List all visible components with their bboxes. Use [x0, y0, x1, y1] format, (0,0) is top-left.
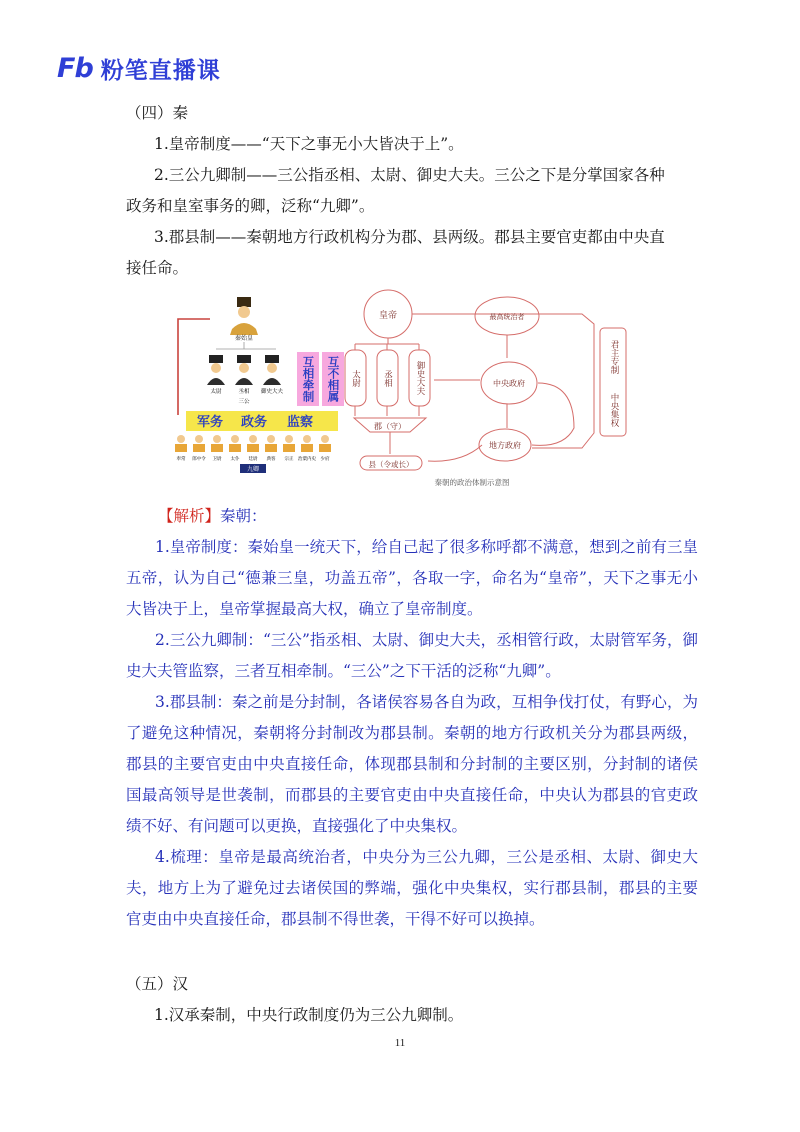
- independent-label: 互不相属: [326, 356, 341, 402]
- brand-name: 粉笔直播课: [100, 58, 221, 84]
- jiuqing-6: 典客: [266, 457, 276, 462]
- official-3-box: [409, 352, 430, 404]
- minister-yushi: [263, 355, 281, 385]
- official-2-box: [377, 352, 398, 404]
- tab-jiancha: 监察: [286, 415, 314, 430]
- qin-item-2: 2.三公九卿制——三公指丞相、太尉、御史大夫。三公之下是分掌国家各种: [154, 166, 665, 184]
- right-xian-label: 县（令或长）: [368, 460, 414, 469]
- side-label-right: 中央集权: [609, 392, 619, 427]
- sangong-label-1: 太尉: [210, 389, 222, 395]
- jiuqing-8: 治粟内史: [298, 457, 316, 462]
- analysis-heading-tail: 秦朝：: [220, 507, 267, 525]
- red-arrow-line: [178, 319, 210, 415]
- official-2: 丞相: [382, 369, 393, 387]
- qin-item-1: 1.皇帝制度——“天下之事无小大皆决于上”。: [154, 135, 464, 153]
- jiuqing-3: 卫尉: [212, 457, 222, 462]
- diagram-caption: 秦朝的政治体制示意图: [434, 478, 510, 487]
- section-title-han: （五）汉: [126, 975, 189, 993]
- jiuqing-1: 奉常: [176, 457, 186, 462]
- side-label-group: [602, 330, 626, 436]
- jiuqing-9: 少府: [320, 457, 330, 462]
- qin-item-2-cont: 政务和皇室事务的卿，泛称“九卿”。: [126, 197, 375, 215]
- qin-item-3-cont: 接任命。: [126, 259, 189, 277]
- jiuqing-2: 郎中令: [192, 457, 206, 462]
- right-central-label: 中央政府: [493, 379, 525, 388]
- minister-taiwei: [207, 355, 225, 385]
- check-label-box: [297, 352, 319, 406]
- analysis-heading-line: [158, 501, 698, 532]
- sangong-label-2: 丞相: [238, 389, 250, 395]
- official-3: 御史大夫: [415, 361, 425, 395]
- right-jun-label: 郡（守）: [374, 422, 406, 431]
- emperor-figure: [230, 297, 258, 335]
- analysis-heading: 【解析】: [158, 507, 221, 525]
- qin-item-3: 3.郡县制——秦朝地方行政机构分为郡、县两级。郡县主要官吏都由中央直: [154, 228, 665, 246]
- check-label: 互相牵制: [301, 356, 316, 402]
- right-local-label: 地方政府: [489, 441, 521, 450]
- sangong-group-label: 三公: [238, 399, 250, 405]
- section-title-qin: （四）秦: [126, 104, 189, 122]
- logo-mark: Fb: [57, 53, 93, 84]
- brand-logo: [57, 52, 221, 85]
- page-number: 11: [394, 1037, 406, 1049]
- jiuqing-4: 太仆: [230, 457, 240, 462]
- analysis-paragraph-1: 1.皇帝制度：秦始皇一统天下，给自己起了很多称呼都不满意，想到之前有三皇五帝，认为自己“德兼三皇，功盖五帝”，各取一字，命名为“皇帝”，天下之事无小大皆决于上，皇帝掌握最高大权，确立了皇帝制度。: [126, 538, 698, 618]
- emperor-label: 秦始皇: [234, 335, 254, 342]
- official-1: 太尉: [350, 369, 361, 387]
- jiuqing-7: 宗正: [284, 457, 294, 462]
- tab-zhengwu: 政务: [240, 415, 268, 430]
- independent-label-box: [322, 352, 344, 406]
- side-label-left: 君主专制: [609, 339, 619, 374]
- analysis-paragraph-4: 4.梳理：皇帝是最高统治者，中央分为三公九卿，三公是丞相、太尉、御史大夫，地方上为了避免过去诸侯国的弊端，强化中央集权，实行郡县制，郡县的主要官吏由中央直接任命，郡县制不得世袭，干得不好可以换掉。: [126, 848, 698, 928]
- official-1-box: [345, 352, 366, 404]
- minister-chengxiang: [235, 355, 253, 385]
- right-emperor-label: 皇帝: [378, 311, 398, 321]
- sangong-label-3: 御史大夫: [260, 389, 284, 395]
- jiuqing-label: 九卿: [246, 466, 260, 473]
- jiuqing-5: 廷尉: [248, 457, 258, 462]
- analysis-paragraph-3: 3.郡县制：秦之前是分封制，各诸侯容易各自为政，互相争伐打仗，有野心，为了避免这种情况，秦朝将分封制改为郡县制。秦朝的地方行政机关分为郡县两级，郡县的主要官吏由中央直接任命，体现郡县制和分封制的主要区别，分封制的诸侯国最高领导是世袭制，而郡县的主要官吏由中央直接任命，中央认为郡县的官吏政绩不好、有问题可以更换，直接强化了中央集权。: [126, 693, 698, 835]
- tab-junwu: 军务: [196, 415, 224, 430]
- analysis-paragraph-2: 2.三公九卿制：“三公”指丞相、太尉、御史大夫，丞相管行政，太尉管军务，御史大夫管监察，三者互相牵制。“三公”之下干活的泛称“九卿”。: [126, 631, 698, 680]
- right-top-label: 最高统治者: [489, 313, 525, 321]
- han-item-1: 1.汉承秦制，中央行政制度仍为三公九卿制。: [154, 1006, 464, 1024]
